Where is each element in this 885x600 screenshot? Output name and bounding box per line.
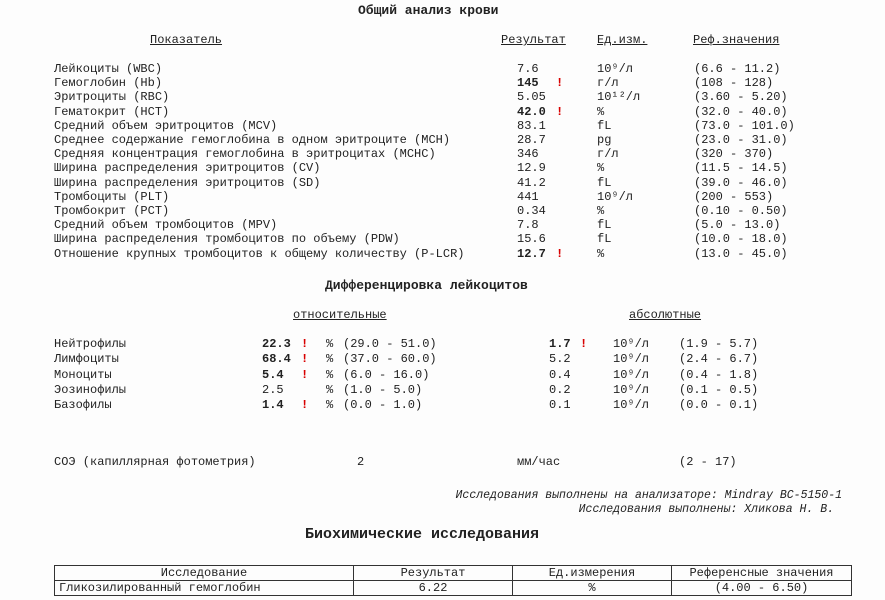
cbc-value: 83.1 <box>517 118 546 133</box>
diff-rel-unit: % <box>326 382 334 397</box>
bio-cell-ref: (4.00 - 6.50) <box>672 581 852 596</box>
cbc-name: Гемоглобин (Hb) <box>54 76 163 91</box>
header-unit: Ед.изм. <box>597 33 648 47</box>
performed-note: Исследования выполнены: Хликова Н. В. <box>578 503 834 516</box>
diff-abs-value: 0.4 <box>549 367 571 382</box>
esr-value: 2 <box>357 455 365 469</box>
cbc-ref: (200 - 553) <box>694 189 774 204</box>
cbc-ref: (13.0 - 45.0) <box>694 246 788 261</box>
cbc-value: 12.7 <box>517 246 546 261</box>
cbc-row <box>0 204 885 218</box>
diff-abs-unit: 10⁹/л <box>613 337 650 351</box>
cbc-value: 7.6 <box>517 62 539 76</box>
report-title: Общий анализ крови <box>358 3 499 18</box>
cbc-flag-icon: ! <box>556 246 564 261</box>
diff-rel-unit: % <box>326 367 334 382</box>
diff-abs-value: 5.2 <box>549 352 571 367</box>
cbc-value: 41.2 <box>517 175 546 190</box>
diff-rel-flag-icon: ! <box>301 337 309 351</box>
diff-title: Дифференцировка лейкоцитов <box>325 278 528 293</box>
diff-row <box>0 398 885 412</box>
diff-abs-unit: 10⁹/л <box>613 367 650 382</box>
diff-rel-flag-icon: ! <box>301 352 309 367</box>
diff-abs-ref: (0.1 - 0.5) <box>679 382 759 397</box>
cbc-value: 0.34 <box>517 204 546 218</box>
diff-rel-unit: % <box>326 337 334 351</box>
cbc-row <box>0 62 885 76</box>
cbc-name: Среднее содержание гемоглобина в одном эритроците (MCH) <box>54 133 451 147</box>
bio-header-unit: Ед.измерения <box>513 566 672 581</box>
cbc-ref: (39.0 - 46.0) <box>694 175 788 190</box>
cbc-value: 5.05 <box>517 90 546 105</box>
cbc-ref: (32.0 - 40.0) <box>694 104 788 119</box>
cbc-name: Отношение крупных тромбоцитов к общему количеству (P-LCR) <box>54 246 465 261</box>
bio-cell-name: Гликозилированный гемоглобин <box>55 581 354 596</box>
diff-abs-unit: 10⁹/л <box>613 398 650 413</box>
cbc-value: 12.9 <box>517 161 546 176</box>
bio-header-study: Исследование <box>55 566 354 581</box>
cbc-unit: г/л <box>597 76 619 91</box>
bio-header-row <box>55 566 852 581</box>
diff-abs-ref: (2.4 - 6.7) <box>679 352 759 367</box>
analyzer-note: Исследования выполнены на анализаторе: Mindray BC-5150-1 <box>455 489 842 502</box>
cbc-ref: (320 - 370) <box>694 147 774 162</box>
cbc-unit: pg <box>597 133 612 147</box>
cbc-value: 15.6 <box>517 232 546 247</box>
diff-header-absolute: абсолютные <box>629 308 702 322</box>
cbc-flag-icon: ! <box>556 76 564 91</box>
cbc-unit: 10¹²/л <box>597 90 641 105</box>
diff-row <box>0 383 885 397</box>
header-param: Показатель <box>150 33 223 47</box>
cbc-unit: fL <box>597 232 612 247</box>
cbc-row <box>0 76 885 90</box>
cbc-ref: (73.0 - 101.0) <box>694 118 795 133</box>
cbc-name: Ширина распределения эритроцитов (CV) <box>54 161 321 176</box>
cbc-row <box>0 105 885 119</box>
cbc-name: Эритроциты (RBC) <box>54 90 170 105</box>
cbc-row <box>0 232 885 246</box>
bio-cell-unit: % <box>513 581 672 596</box>
diff-rel-value: 5.4 <box>262 367 284 382</box>
cbc-value: 28.7 <box>517 133 546 147</box>
cbc-unit: 10⁹/л <box>597 189 634 204</box>
bio-title: Биохимические исследования <box>305 526 540 543</box>
cbc-value: 346 <box>517 147 539 162</box>
diff-row <box>0 352 885 366</box>
diff-name: Нейтрофилы <box>54 337 127 351</box>
bio-cell-value: 6.22 <box>354 581 513 596</box>
cbc-name: Средний объем эритроцитов (MCV) <box>54 118 278 133</box>
bio-header-ref: Референсные значения <box>672 566 852 581</box>
cbc-name: Лейкоциты (WBC) <box>54 62 163 76</box>
cbc-ref: (0.10 - 0.50) <box>694 204 788 218</box>
cbc-row <box>0 190 885 204</box>
diff-rel-ref: (29.0 - 51.0) <box>343 337 437 351</box>
diff-abs-ref: (0.4 - 1.8) <box>679 367 759 382</box>
cbc-ref: (23.0 - 31.0) <box>694 133 788 147</box>
cbc-row <box>0 133 885 147</box>
diff-header-relative: относительные <box>293 308 387 322</box>
diff-abs-unit: 10⁹/л <box>613 382 650 397</box>
diff-row <box>0 337 885 351</box>
cbc-value: 7.8 <box>517 218 539 233</box>
esr-name: СОЭ (капиллярная фотометрия) <box>54 455 256 469</box>
diff-rel-unit: % <box>326 352 334 367</box>
cbc-ref: (5.0 - 13.0) <box>694 218 781 233</box>
cbc-ref: (6.6 - 11.2) <box>694 62 781 76</box>
diff-abs-flag-icon: ! <box>580 337 588 351</box>
diff-abs-ref: (1.9 - 5.7) <box>679 337 759 351</box>
cbc-name: Гематокрит (HCT) <box>54 104 170 119</box>
cbc-name: Ширина распределения эритроцитов (SD) <box>54 175 321 190</box>
diff-row <box>0 368 885 382</box>
cbc-row <box>0 90 885 104</box>
diff-rel-ref: (1.0 - 5.0) <box>343 382 423 397</box>
cbc-row <box>0 247 885 261</box>
diff-name: Моноциты <box>54 367 112 382</box>
cbc-unit: fL <box>597 118 612 133</box>
diff-abs-ref: (0.0 - 0.1) <box>679 398 759 413</box>
cbc-unit: % <box>597 246 605 261</box>
cbc-flag-icon: ! <box>556 104 564 119</box>
diff-rel-ref: (6.0 - 16.0) <box>343 367 430 382</box>
cbc-name: Тромбокрит (PCT) <box>54 204 170 218</box>
cbc-ref: (108 - 128) <box>694 76 774 91</box>
diff-rel-value: 1.4 <box>262 398 284 413</box>
diff-rel-value: 2.5 <box>262 382 284 397</box>
cbc-name: Средний объем тромбоцитов (MPV) <box>54 218 278 233</box>
cbc-name: Тромбоциты (PLT) <box>54 189 170 204</box>
bio-header-result: Результат <box>354 566 513 581</box>
diff-rel-unit: % <box>326 398 334 413</box>
cbc-ref: (10.0 - 18.0) <box>694 232 788 247</box>
diff-name: Лимфоциты <box>54 352 119 367</box>
cbc-unit: % <box>597 161 605 176</box>
cbc-row <box>0 161 885 175</box>
esr-unit: мм/час <box>517 455 561 469</box>
cbc-unit: fL <box>597 175 612 190</box>
cbc-value: 145 <box>517 76 539 91</box>
diff-rel-value: 68.4 <box>262 352 291 367</box>
cbc-row <box>0 176 885 190</box>
cbc-row <box>0 147 885 161</box>
diff-abs-value: 0.1 <box>549 398 571 413</box>
cbc-unit: % <box>597 104 605 119</box>
diff-rel-flag-icon: ! <box>301 398 309 413</box>
diff-rel-ref: (37.0 - 60.0) <box>343 352 437 367</box>
diff-name: Эозинофилы <box>54 382 127 397</box>
diff-rel-ref: (0.0 - 1.0) <box>343 398 423 413</box>
diff-abs-unit: 10⁹/л <box>613 352 650 367</box>
cbc-row <box>0 119 885 133</box>
bio-row <box>55 581 852 596</box>
esr-ref: (2 - 17) <box>679 455 737 469</box>
diff-name: Базофилы <box>54 398 112 413</box>
cbc-name: Средняя концентрация гемоглобина в эритроцитах (MCHC) <box>54 147 436 162</box>
cbc-unit: % <box>597 204 605 218</box>
cbc-unit: 10⁹/л <box>597 62 634 76</box>
cbc-unit: fL <box>597 218 612 233</box>
diff-abs-value: 1.7 <box>549 337 571 351</box>
cbc-value: 441 <box>517 189 539 204</box>
cbc-row <box>0 218 885 232</box>
cbc-unit: г/л <box>597 147 619 162</box>
bio-table <box>54 565 852 596</box>
cbc-ref: (11.5 - 14.5) <box>694 161 788 176</box>
header-result: Результат <box>501 33 566 47</box>
cbc-value: 42.0 <box>517 104 546 119</box>
diff-abs-value: 0.2 <box>549 382 571 397</box>
cbc-ref: (3.60 - 5.20) <box>694 90 788 105</box>
diff-rel-value: 22.3 <box>262 337 291 351</box>
cbc-name: Ширина распределения тромбоцитов по объему (PDW) <box>54 232 400 247</box>
header-ref: Реф.значения <box>693 33 780 47</box>
diff-rel-flag-icon: ! <box>301 367 309 382</box>
